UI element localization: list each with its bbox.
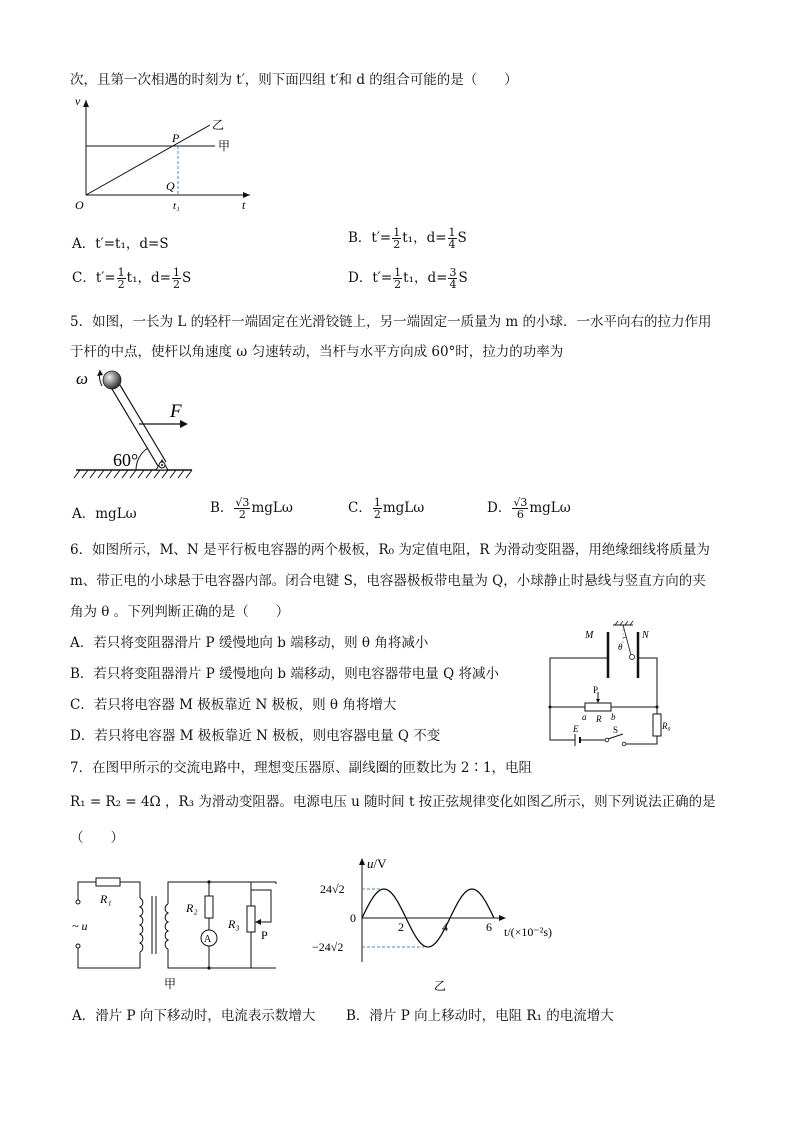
q6-line-1: 6．如图所示，M、N 是平行板电容器的两个极板，R₀ 为定值电阻，R 为滑动变阻器，用绝缘细线将质量为: [70, 542, 710, 558]
q7-line-3: （ ）: [70, 830, 124, 846]
v-axis-label: v: [75, 94, 81, 108]
plate-n-label: N: [642, 630, 649, 641]
amp-pos-label: 24√2: [320, 882, 345, 896]
q5-option-b: B． $\frac{√3}{2}$ mgLω: [210, 496, 293, 521]
origin-label: O: [75, 198, 84, 212]
q7-line-2: R₁ = R₂ = 4Ω ，R₃ 为滑动变阻器。电源电压 u 随时间 t 按正弦规律变化如图乙所示，则下列说法正确的是: [70, 794, 716, 810]
q5-option-c: C． $\frac{1}{2}$ mgLω: [348, 496, 425, 521]
t-axis-label-7: t/(×10⁻²s): [504, 925, 553, 939]
q4-option-b: B．t′= $\frac{1}{2}$ t₁，d= $\frac{1}{4}$ S: [348, 226, 467, 251]
rheostat-r-label: R: [596, 714, 602, 724]
q7-option-a: A．滑片 P 向下移动时，电流表示数增大: [72, 1008, 316, 1024]
q4-option-a: A．t′=t₁，d=S: [72, 236, 169, 252]
transformer-circuit: [68, 866, 303, 991]
amp-neg-label: −24√2: [312, 940, 344, 954]
r1-label: R₁: [100, 892, 112, 906]
q7-option-b: B．滑片 P 向上移动时，电阻 R₁ 的电流增大: [346, 1008, 614, 1024]
r2-label: R₂: [186, 901, 198, 915]
q6-option-a: A．若只将变阻器滑片 P 缓慢地向 b 端移动，则 θ 角将减小: [70, 635, 429, 651]
q6-line-3: 角为 θ 。下列判断正确的是（ ）: [70, 604, 290, 620]
slider-p-label: P: [593, 685, 599, 695]
angle-60-label: 60°: [113, 450, 139, 470]
force-f-label: F: [170, 401, 182, 422]
resistor-r0-label: R₀: [662, 721, 671, 731]
q6-option-b: B．若只将变阻器滑片 P 缓慢地向 b 端移动，则电容器带电量 Q 将减小: [70, 666, 499, 682]
caption-jia: 甲: [164, 977, 177, 991]
r3-label: R₃: [228, 917, 240, 931]
theta-label: θ: [618, 642, 623, 652]
p-label: P: [172, 131, 180, 145]
rod-figure: [72, 362, 202, 486]
yi-label: 乙: [212, 118, 225, 132]
t-axis-label: t: [242, 198, 246, 212]
q7-line-1: 7．在图甲所示的交流电路中，理想变压器原、副线圈的匝数比为 2∶1，电阻: [70, 760, 533, 776]
switch-s-label: S: [613, 725, 619, 735]
q5-option-d: D． $\frac{√3}{6}$ mgLω: [487, 496, 571, 521]
tick-4: 4: [442, 920, 448, 934]
vt-graph: [70, 92, 260, 217]
q6-option-c: C．若只将电容器 M 极板靠近 N 极板，则 θ 角将增大: [70, 697, 397, 713]
t1-label: t₁: [173, 200, 180, 212]
battery-e-label: E: [573, 724, 579, 734]
tick-2: 2: [398, 920, 404, 934]
slider-p-label-7: P: [261, 928, 268, 942]
q6-line-2: m、带正电的小球悬于电容器内部。闭合电键 S，电容器极板带电量为 Q，小球静止时悬线与竖直方向的夹: [70, 573, 706, 589]
capacitor-circuit: [545, 620, 680, 752]
end-a-label: a: [582, 712, 587, 722]
q6-option-d: D．若只将电容器 M 极板靠近 N 极板，则电容器电量 Q 不变: [70, 728, 441, 744]
q4-option-c: C．t′= $\frac{1}{2}$ t₁，d= $\frac{1}{2}$ S: [72, 266, 192, 291]
u-axis-label: u/V: [367, 856, 387, 871]
plate-m-label: M: [585, 630, 594, 641]
sine-graph: [310, 852, 570, 992]
q4-option-d: D．t′= $\frac{1}{2}$ t₁，d= $\frac{3}{4}$ S: [348, 266, 468, 291]
tick-6: 6: [486, 920, 492, 934]
q4-stem: 次，且第一次相遇的时刻为 t′，则下面四组 t′和 d 的组合可能的是（ ）: [70, 72, 518, 88]
q5-line-2: 于杆的中点，使杆以角速度 ω 匀速转动，当杆与水平方向成 60°时，拉力的功率为: [70, 344, 564, 360]
ammeter-a-label: A: [204, 934, 212, 945]
q5-line-1: 5．如图，一长为 L 的轻杆一端固定在光滑铰链上，另一端固定一质量为 m 的小球．一水平向右的拉力作用: [70, 314, 712, 330]
jia-label: 甲: [218, 139, 231, 153]
source-u-label: ~ u: [72, 919, 88, 933]
omega-label: ω: [76, 369, 89, 388]
caption-yi: 乙: [434, 979, 447, 992]
q5-option-a: A．mgLω: [72, 506, 137, 522]
q-label: Q: [166, 179, 175, 193]
zero-label: 0: [350, 911, 356, 925]
end-b-label: b: [611, 712, 616, 722]
